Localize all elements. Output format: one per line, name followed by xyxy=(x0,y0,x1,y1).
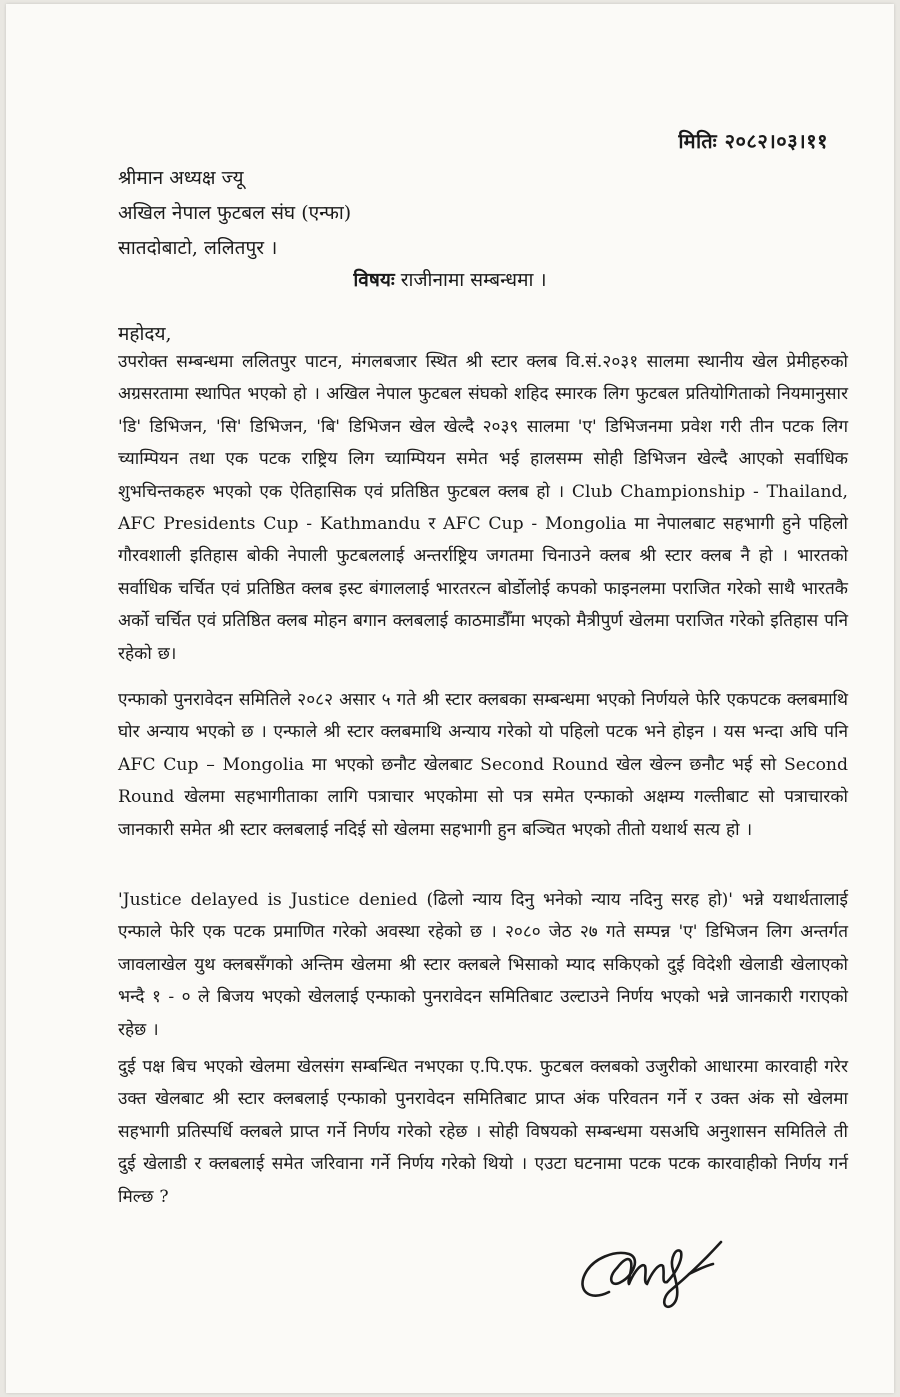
body-paragraph-history: उपरोक्त सम्बन्धमा ललितपुर पाटन, मंगलबजार स्थित श्री स्टार क्लब वि.सं.२०३१ सालमा स्थानीय खेल प्रेमीहरुको अग्रसरतामा स्थापित भएको हो । अखिल नेपाल फुटबल संघको शहिद स्मारक लिग फुटबल प्रतियोगिताको नियमानुसार 'डि' डिभिजन, 'सि' डिभिजन, 'बि' डिभिजन खेल खेल्दै २०३९ सालमा 'ए' डिभिजनमा प्रवेश गरी तीन पटक लिग च्याम्पियन तथा एक पटक राष्ट्रिय लिग च्याम्पियन समेत भई हालसम्म सोही डिभिजन खेल्दै आएको सर्वाधिक शुभचिन्तकहरु भएको एक ऐतिहासिक एवं प्रतिष्ठित फुटबल क्लब हो । Club Championship - Thailand, AFC Presidents Cup - Kathmandu र AFC Cup - Mongolia मा नेपालबाट सहभागी हुने पहिलो गौरवशाली इतिहास बोकी नेपाली फुटबललाई अन्तर्राष्ट्रिय जगतमा चिनाउने क्लब श्री स्टार क्लब नै हो । भारतको सर्वाधिक चर्चित एवं प्रतिष्ठित क्लब इस्ट बंगाललाई भारतरत्न बोर्डोलोई कपको फाइनलमा पराजित गरेको साथै भारतकै अर्को चर्चित एवं प्रतिष्ठित क्लब मोहन बगान क्लबलाई काठमाडौँमा भएको मैत्रीपुर्ण खेलमा पराजित गरेको इतिहास पनि रहेको छ। xyxy=(118,352,848,664)
letter-date: मितिः २०८२।०३।११ xyxy=(678,129,828,153)
subject-text: राजीनामा सम्बन्धमा । xyxy=(400,269,547,291)
signature-icon xyxy=(571,1204,741,1314)
body-paragraph-justice-delayed: 'Justice delayed is Justice denied (ढिलो न्याय दिनु भनेको न्याय नदिनु सरह हो)' भन्ने यथार्थतालाई एन्फाले फेरि एक पटक प्रमाणित गरेको अवस्था रहेको छ । २०८० जेठ २७ गते सम्पन्न 'ए' डिभिजन लिग अन्तर्गत जावलाखेल युथ क्लबसँगको अन्तिम खेलमा श्री स्टार क्लबले भिसाको म्याद सकिएको दुई विदेशी खेलाडी खेलाएको भन्दै १ - ० ले बिजय भएको खेललाई एन्फाको पुनरावेदन समितिबाट उल्टाउने निर्णय भएको भन्ने जानकारी गराएको रहेछ । xyxy=(118,890,848,1040)
body-paragraph-repeated-action: दुई पक्ष बिच भएको खेलमा खेलसंग सम्बन्धित नभएका ए.पि.एफ. फुटबल क्लबको उजुरीको आधारमा कारवाही गरेर उक्त खेलबाट श्री स्टार क्लबलाई एन्फाको पुनरावेदन समितिबाट प्राप्त अंक परिवतन गर्ने र उक्त अंक सो खेलमा सहभागी प्रतिस्पर्धि क्लबले प्राप्त गर्ने निर्णय गरेको रहेछ । सोही विषयको सम्बन्धमा यसअघि अनुशासन समितिले ती दुई खेलाडी र क्लबलाई समेत जरिवाना गर्ने निर्णय गरेको थियो । एउटा घटनामा पटक पटक कारवाहीको निर्णय गर्न मिल्छ ? xyxy=(118,1057,848,1207)
subject-line xyxy=(6,266,894,292)
salutation: महोदय, xyxy=(118,323,172,345)
addressee-organization: अखिल नेपाल फुटबल संघ (एन्फा) xyxy=(118,202,352,224)
addressee-title: श्रीमान अध्यक्ष ज्यू xyxy=(118,167,244,189)
body-paragraph-appeal-decision: एन्फाको पुनरावेदन समितिले २०८२ असार ५ गते श्री स्टार क्लबका सम्बन्धमा भएको निर्णयले फेरि एकपटक क्लबमाथि घोर अन्याय भएको छ । एन्फाले श्री स्टार क्लबमाथि अन्याय गरेको यो पहिलो पटक भने होइन । यस भन्दा अघि पनि AFC Cup – Mongolia मा भएको छनौट खेलबाट Second Round खेल खेल्न छनौट भई सो Second Round खेलमा सहभागीताका लागि पत्राचार भएकोमा सो पत्र समेत एन्फाको अक्षम्य गल्तीबाट सो पत्राचारको जानकारी समेत श्री स्टार क्लबलाई नदिई सो खेलमा सहभागी हुन बञ्चित भएको तीतो यथार्थ सत्य हो । xyxy=(118,690,848,840)
addressee-block xyxy=(118,161,351,266)
subject-label: विषयः xyxy=(353,269,395,291)
letter-paper xyxy=(6,4,894,1393)
resignation-letter xyxy=(6,4,894,1393)
addressee-location: सातदोबाटो, ललितपुर । xyxy=(118,237,278,259)
